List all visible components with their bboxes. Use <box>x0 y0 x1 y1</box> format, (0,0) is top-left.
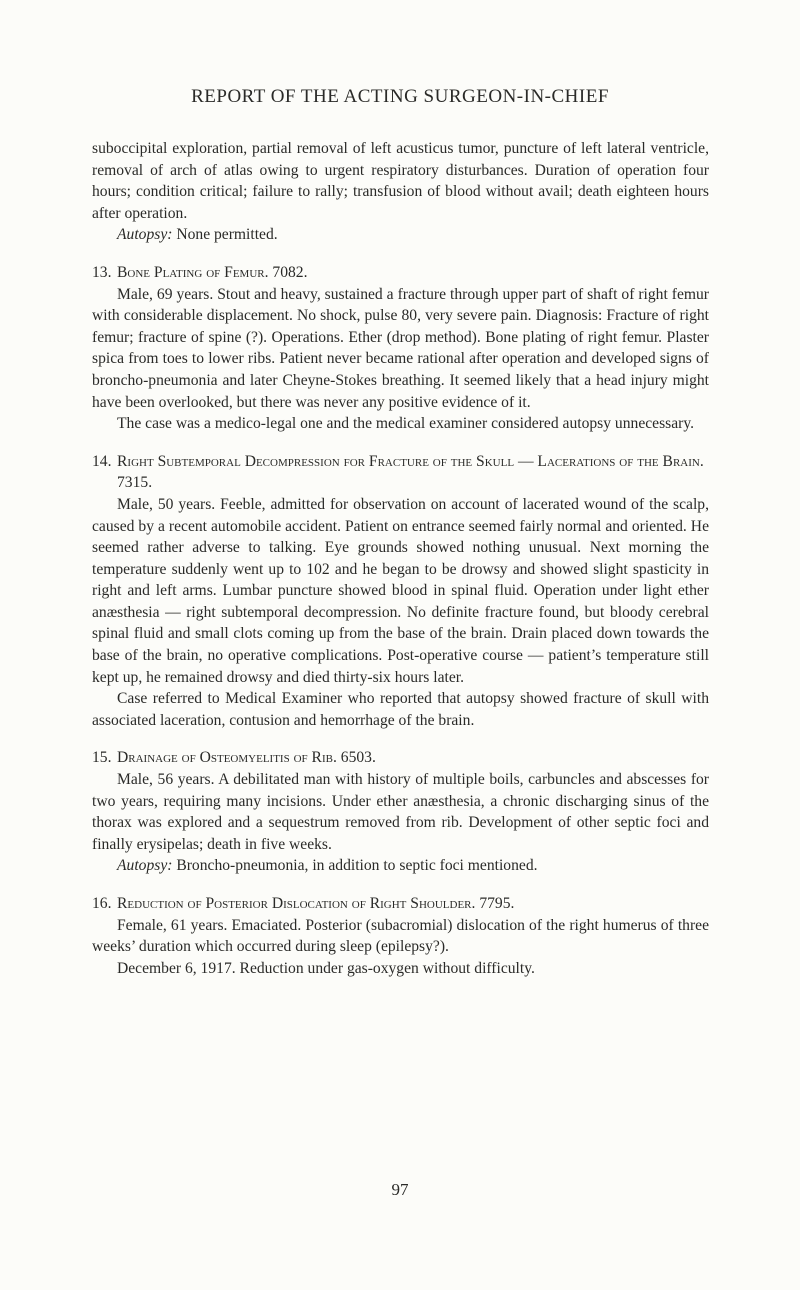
entry-heading <box>92 451 709 494</box>
case-entry-15 <box>92 747 709 877</box>
autopsy-text: None permitted. <box>172 226 278 244</box>
entry-paragraph: Male, 50 years. Feeble, admitted for observation on account of lacerated wound of the scalp, caused by a recent automobile accident. Patient on entrance seemed fairly normal and oriented. He seemed rather adverse to talking. Eye grounds showed nothing unusual. Next morning the temperature suddenly went up to 102 and he began to be drowsy and showed slight spasticity in right and left arms. Lumbar puncture showed blood in spinal fluid. Operation under light ether anæsthesia — right subtemporal decompression. No definite fracture found, but bloody cerebral spinal fluid and small clots coming up from the base of the brain. Drain placed down towards the base of the brain, no operative complications. Post-operative course — patient’s temperature still kept up, he remained drowsy and died thirty-six hours later. <box>92 495 709 686</box>
entry-title-text: Right Subtemporal Decompression for Fracture of the Skull — Lacerations of the Brain. <box>117 452 704 470</box>
entry-heading <box>92 262 709 284</box>
entry-heading <box>92 747 709 769</box>
continuation-autopsy <box>92 224 709 246</box>
entry-paragraph: Male, 69 years. Stout and heavy, sustained a fracture through upper part of shaft of right femur with considerable displacement. No shock, pulse 80, very severe pain. Diagnosis: Fracture of right femur; fracture of spine (?). Operations. Ether (drop method). Bone plating of right femur. Plaster spica from toes to lower ribs. Patient never became rational after operation and developed signs of broncho-pneumonia and later Cheyne-Stokes breathing. It seemed likely that a head injury might have been overlooked, but there was never any positive evidence of it. <box>92 285 709 411</box>
case-number: 6503. <box>336 749 376 767</box>
entry-number: 15. <box>92 749 112 767</box>
entry-title <box>117 893 709 915</box>
running-head: REPORT OF THE ACTING SURGEON-IN-CHIEF <box>191 86 609 107</box>
autopsy-text: Broncho-pneumonia, in addition to septic foci mentioned. <box>172 857 538 875</box>
entry-paragraph: Case referred to Medical Examiner who reported that autopsy showed fracture of skull with associated laceration, contusion and hemorrhage of the brain. <box>92 690 709 729</box>
entry-title <box>117 451 709 494</box>
entry-paragraph: The case was a medico-legal one and the medical examiner considered autopsy unnecessary. <box>117 415 695 433</box>
entry-number: 16. <box>92 895 112 912</box>
entry-paragraph: December 6, 1917. Reduction under gas-oxygen without difficulty. <box>117 959 535 977</box>
case-entry-16 <box>92 893 709 979</box>
entry-paragraph: Female, 61 years. Emaciated. Posterior (subacromial) dislocation of the right humerus of three weeks’ duration which occurred during sleep (epilepsy?). <box>92 916 709 956</box>
entry-title-text: Reduction of Posterior Dislocation of Right Shoulder. <box>117 895 476 912</box>
entry-title <box>117 747 709 769</box>
case-entry-14 <box>92 451 709 732</box>
page-body <box>92 138 709 979</box>
entry-title-text: Drainage of Osteomyelitis of Rib. <box>117 749 337 767</box>
case-entry-13 <box>92 262 709 435</box>
case-number: 7082. <box>268 263 308 281</box>
case-number: 7795. <box>475 895 515 912</box>
entry-heading <box>92 893 709 915</box>
entry-title <box>117 262 709 284</box>
autopsy-label: Autopsy: <box>117 857 173 875</box>
entry-title-text: Bone Plating of Femur. <box>117 263 269 281</box>
page-number: 97 <box>391 1180 409 1199</box>
autopsy-label: Autopsy: <box>117 226 173 244</box>
continuation-paragraph: suboccipital exploration, partial removal of left acusticus tumor, puncture of left lateral ventricle, removal of arch of atlas owing to urgent respiratory disturbances. Duration of operation four hours; condition critical; failure to rally; transfusion of blood without avail; death eighteen hours after operation. <box>92 140 709 222</box>
entry-number: 13. <box>92 263 112 281</box>
entry-paragraph: Male, 56 years. A debilitated man with history of multiple boils, carbuncles and abscesses for two years, requiring many incisions. Under ether anæsthesia, a chronic discharging sinus of the thorax was explored and a sequestrum removed from rib. Development of other septic foci and finally erysipelas; death in five weeks. <box>92 771 709 853</box>
entry-autopsy <box>92 855 709 877</box>
case-number: 7315. <box>117 474 153 492</box>
entry-number: 14. <box>92 452 112 470</box>
